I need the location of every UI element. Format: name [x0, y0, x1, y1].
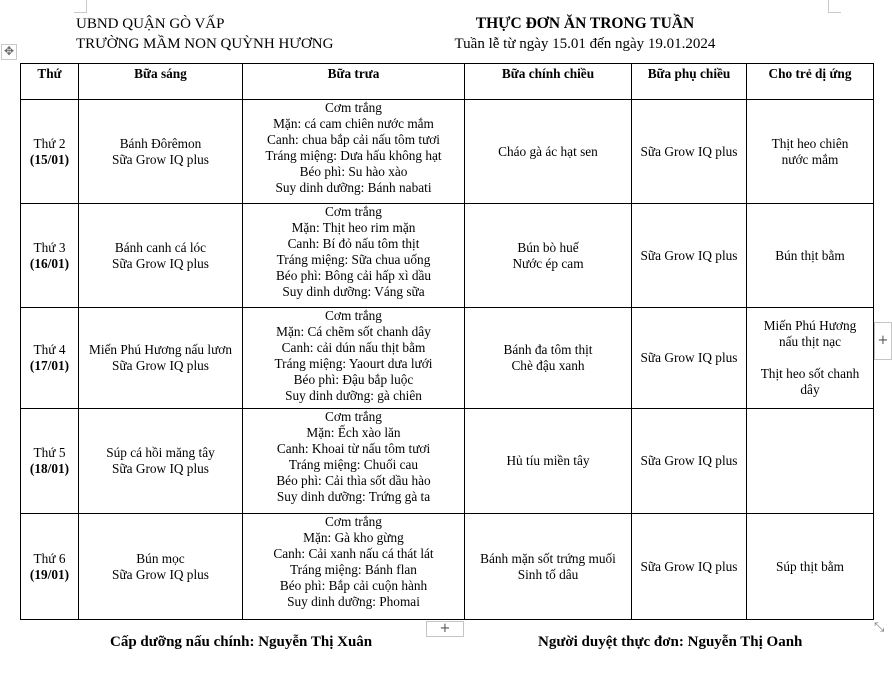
menu-item-text: Béo phì: Đậu bắp luộc: [293, 372, 414, 387]
menu-item-text: nước mắm: [781, 151, 839, 167]
page-corner-mark-left: [74, 0, 87, 13]
menu-item-text: Canh: Cải xanh nấu cá thát lát: [273, 546, 434, 561]
breakfast-cell: [79, 514, 243, 620]
snack-cell: [632, 204, 747, 308]
menu-item-text: [749, 350, 871, 366]
menu-item-text: Canh: Bí đỏ nấu tôm thịt: [287, 236, 420, 251]
day-label: Thứ 4: [33, 342, 66, 357]
menu-item-text: Bánh canh cá lóc: [114, 239, 207, 255]
column-header-day: Thứ: [21, 64, 79, 100]
menu-item-text: Mặn: Ếch xào lăn: [306, 425, 401, 440]
menu-item-text: Cơm trắng: [325, 514, 382, 529]
column-header-breakfast: Bữa sáng: [79, 64, 243, 100]
menu-item-text: Canh: chua bắp cải nấu tôm tươi: [266, 132, 440, 147]
allergy-cell: [747, 204, 874, 308]
menu-item-text: Nước ép cam: [512, 255, 584, 271]
menu-item-text: Béo phì: Bông cải hấp xì dầu: [275, 268, 432, 283]
menu-item-text: Sữa Grow IQ plus: [112, 461, 209, 476]
week-range: Tuần lễ từ ngày 15.01 đến ngày 19.01.2024: [454, 36, 716, 52]
day-label: Thứ 6: [33, 550, 66, 566]
organization-header: [76, 14, 333, 54]
menu-item-text: Sữa Grow IQ plus: [640, 247, 738, 263]
menu-item-text: Canh: Khoai từ nấu tôm tươi: [276, 441, 431, 456]
snack-cell: [632, 100, 747, 204]
menu-item-text: Bánh Đôrêmon: [119, 135, 202, 151]
menu-item-text: Cơm trắng: [325, 308, 382, 323]
menu-item-text: Tráng miệng: Dưa hấu không hạt: [265, 148, 442, 163]
menu-item-text: Béo phì: Bắp cải cuộn hành: [279, 578, 428, 593]
approver-signature: Người duyệt thực đơn: Nguyễn Thị Oanh: [538, 634, 803, 650]
dinner-cell: [465, 100, 632, 204]
menu-item-text: Sữa Grow IQ plus: [112, 358, 209, 373]
menu-item-text: Cơm trắng: [325, 100, 382, 115]
table-row: [21, 100, 874, 204]
day-cell: [21, 308, 79, 409]
column-header-snack: Bữa phụ chiều: [632, 64, 747, 100]
lunch-cell: [243, 409, 465, 514]
column-header-lunch: Bữa trưa: [243, 64, 465, 100]
lunch-cell: [243, 308, 465, 409]
date-label: (16/01): [29, 255, 70, 271]
menu-item-text: Mặn: Gà kho gừng: [303, 530, 404, 545]
snack-cell: [632, 409, 747, 514]
menu-item-text: Suy dinh dưỡng: gà chiên: [285, 388, 422, 403]
org-line-2: TRƯỜNG MẦM NON QUỲNH HƯƠNG: [76, 36, 334, 52]
date-label: (15/01): [29, 151, 70, 167]
menu-item-text: Thịt heo sốt chanh: [760, 366, 860, 381]
table-resize-icon[interactable]: ⤡: [874, 620, 885, 635]
menu-item-text: Cháo gà ác hạt sen: [498, 143, 598, 159]
day-cell: [21, 204, 79, 308]
day-cell: [21, 514, 79, 620]
date-label: (18/01): [29, 461, 70, 476]
date-label: (19/01): [29, 566, 70, 582]
allergy-cell: [747, 514, 874, 620]
menu-item-text: Tráng miệng: Yaourt dưa lưới: [274, 356, 433, 371]
menu-item-text: Sữa Grow IQ plus: [640, 143, 738, 159]
menu-item-text: Béo phì: Su hào xào: [299, 164, 408, 179]
column-header-allergy: Cho trẻ dị ứng: [747, 64, 874, 100]
menu-item-text: Béo phì: Cải thìa sốt dầu hào: [276, 473, 431, 488]
add-row-button[interactable]: +: [426, 621, 464, 637]
menu-item-text: Bún thịt bằm: [775, 247, 845, 263]
breakfast-cell: [79, 204, 243, 308]
dinner-cell: [465, 409, 632, 514]
day-cell: [21, 100, 79, 204]
menu-item-text: Tráng miệng: Bánh flan: [290, 562, 417, 577]
menu-item-text: Suy dinh dưỡng: Trứng gà ta: [276, 489, 431, 504]
snack-cell: [632, 308, 747, 409]
breakfast-cell: [79, 308, 243, 409]
add-column-button[interactable]: +: [874, 322, 892, 360]
table-row: [21, 204, 874, 308]
allergy-cell: [747, 100, 874, 204]
menu-item-text: Miến Phú Hương nấu lươn: [89, 342, 232, 357]
breakfast-cell: [79, 409, 243, 514]
org-line-1: UBND QUẬN GÒ VẤP: [76, 16, 225, 32]
allergy-cell: [747, 308, 874, 409]
menu-item-text: Thịt heo chiên: [771, 135, 849, 151]
menu-item-text: Tráng miệng: Chuối cau: [288, 457, 419, 472]
snack-cell: [632, 514, 747, 620]
lunch-cell: [243, 514, 465, 620]
menu-item-text: Súp cá hồi măng tây: [106, 445, 215, 460]
menu-item-text: dây: [800, 382, 820, 397]
breakfast-cell: [79, 100, 243, 204]
cook-signature: Cấp dưỡng nấu chính: Nguyễn Thị Xuân: [110, 634, 373, 650]
menu-item-text: Sữa Grow IQ plus: [112, 151, 209, 167]
dinner-cell: [465, 204, 632, 308]
lunch-cell: [243, 204, 465, 308]
menu-item-text: Canh: cải dún nấu thịt bằm: [281, 340, 426, 355]
column-header-dinner: Bữa chính chiều: [465, 64, 632, 100]
menu-item-text: Bánh mặn sốt trứng muối: [480, 550, 616, 566]
menu-item-text: Súp thịt bằm: [776, 558, 844, 574]
menu-item-text: Bánh đa tôm thịt: [503, 342, 593, 357]
page-title: THỰC ĐƠN ĂN TRONG TUẦN: [475, 15, 695, 32]
menu-item-text: Cơm trắng: [325, 409, 382, 424]
lunch-cell: [243, 100, 465, 204]
allergy-cell: [747, 409, 874, 514]
table-row: [21, 514, 874, 620]
table-row: [21, 409, 874, 514]
menu-item-text: Hủ tíu miền tây: [506, 453, 590, 468]
menu-item-text: Sữa Grow IQ plus: [112, 566, 209, 582]
menu-item-text: Chè đậu xanh: [511, 358, 585, 373]
weekly-menu-table: [20, 63, 874, 620]
day-label: Thứ 3: [33, 239, 66, 255]
menu-item-text: Tráng miệng: Sữa chua uống: [276, 252, 431, 267]
menu-item-text: nấu thịt nạc: [778, 334, 842, 349]
day-label: Thứ 5: [33, 445, 66, 460]
menu-item-text: Suy dinh dưỡng: Bánh nabati: [275, 180, 432, 195]
menu-title-block: [440, 14, 730, 54]
day-cell: [21, 409, 79, 514]
page-corner-mark-right: [828, 0, 841, 13]
table-row: [21, 308, 874, 409]
date-label: (17/01): [29, 358, 70, 373]
dinner-cell: [465, 308, 632, 409]
menu-item-text: Mặn: Cá chẽm sốt chanh dây: [276, 324, 431, 339]
table-header-row: [21, 64, 874, 100]
menu-item-text: Sữa Grow IQ plus: [112, 255, 209, 271]
menu-item-text: Bún mọc: [136, 550, 185, 566]
menu-item-text: Sữa Grow IQ plus: [640, 558, 738, 574]
menu-item-text: Miến Phú Hương: [763, 318, 857, 333]
menu-item-text: Suy dinh dưỡng: Váng sữa: [282, 284, 425, 299]
menu-item-text: Sữa Grow IQ plus: [640, 453, 738, 468]
menu-item-text: Suy dinh dưỡng: Phomai: [287, 594, 420, 609]
table-move-icon[interactable]: ✥: [1, 44, 17, 60]
menu-item-text: Sữa Grow IQ plus: [640, 350, 738, 365]
day-label: Thứ 2: [33, 135, 66, 151]
menu-item-text: Bún bò huế: [517, 239, 579, 255]
menu-item-text: Cơm trắng: [325, 204, 382, 219]
menu-item-text: Sinh tố dâu: [517, 566, 579, 582]
dinner-cell: [465, 514, 632, 620]
menu-item-text: Mặn: Thịt heo rim mặn: [291, 220, 416, 235]
menu-item-text: Mặn: cá cam chiên nước mắm: [273, 116, 434, 131]
